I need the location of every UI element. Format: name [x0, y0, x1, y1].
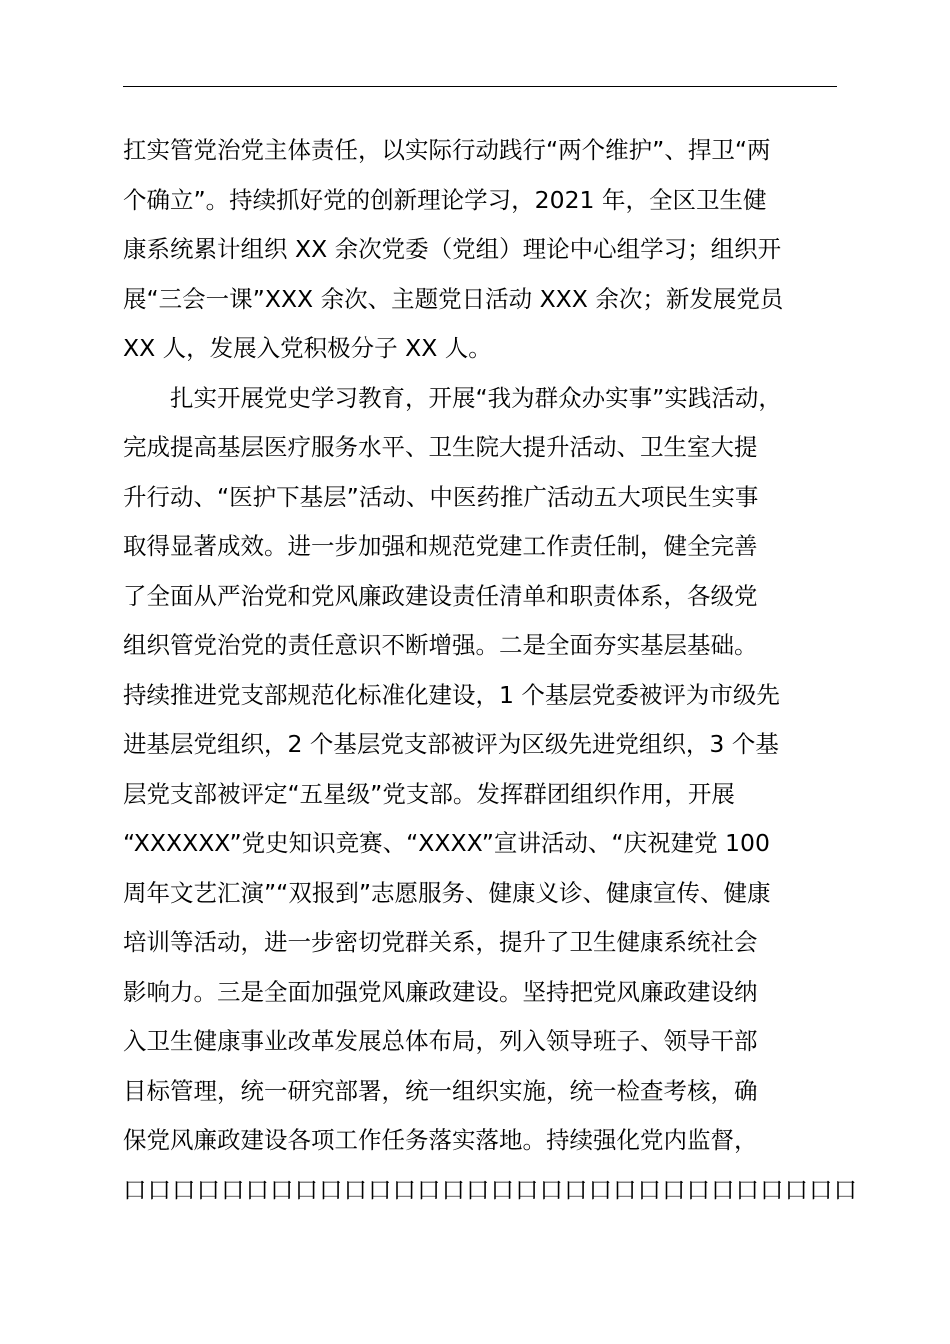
text-line: 持续推进党支部规范化标准化建设，1 个基层党委被评为市级先: [123, 680, 780, 709]
text-line: 组织管党治党的责任意识不断增强。二是全面夯实基层基础。: [123, 631, 758, 659]
text-line: 保党风廉政建设各项工作任务落实落地。持续强化党内监督，: [123, 1126, 758, 1154]
body-text: [123, 126, 863, 1215]
text-line: 扛实管党治党主体责任，以实际行动践行“两个维护”、捍卫“两: [123, 136, 771, 164]
text-line: 完成提高基层医疗服务水平、卫生院大提升活动、卫生室大提: [123, 433, 758, 461]
text-line: 影响力。三是全面加强党风廉政建设。坚持把党风廉政建设纳: [123, 977, 758, 1006]
text-line: 进基层党组织，2 个基层党支部被评为区级先进党组织，3 个基: [123, 730, 779, 758]
text-line: 个确立”。持续抓好党的创新理论学习，2021 年，全区卫生健: [123, 185, 767, 214]
text-line: “XXXXXX”党史知识竞赛、“XXXX”宣讲活动、“庆祝建党 100: [123, 829, 770, 857]
text-line: 周年文艺汇演”“双报到”志愿服务、健康义诊、健康宣传、健康: [123, 878, 771, 907]
text-line: 层党支部被评定“五星级”党支部。发挥群团组织作用，开展: [123, 779, 735, 808]
text-line: 目标管理，统一研究部署，统一组织实施，统一检查考核，确: [123, 1076, 758, 1105]
text-line: 了全面从严治党和党风廉政建设责任清单和职责体系，各级党: [123, 581, 758, 610]
text-line: 康系统累计组织 XX 余次党委（党组）理论中心组学习；组织开: [123, 235, 782, 263]
text-line: 展“三会一课”XXX 余次、主题党日活动 XXX 余次；新发展党员: [123, 284, 784, 313]
paragraph-first-line: 扎实开展党史学习教育，开展“我为群众办实事”实践活动，: [170, 383, 782, 412]
text-line: XX 人，发展入党积极分子 XX 人。: [123, 334, 492, 362]
header-rule: [123, 86, 837, 87]
text-line: 取得显著成效。进一步加强和规范党建工作责任制，健全完善: [123, 532, 758, 560]
text-line: 培训等活动，进一步密切党群关系，提升了卫生健康系统社会: [123, 928, 758, 956]
text-line: 升行动、“医护下基层”活动、中医药推广活动五大项民生实事: [123, 482, 759, 511]
text-line: 入卫生健康事业改革发展总体布局，列入领导班子、领导干部: [123, 1027, 758, 1055]
missing-glyph-line: 口口口口口口口口口口口口口口口口口口口口口口口口口口口口口口: [123, 1175, 858, 1204]
